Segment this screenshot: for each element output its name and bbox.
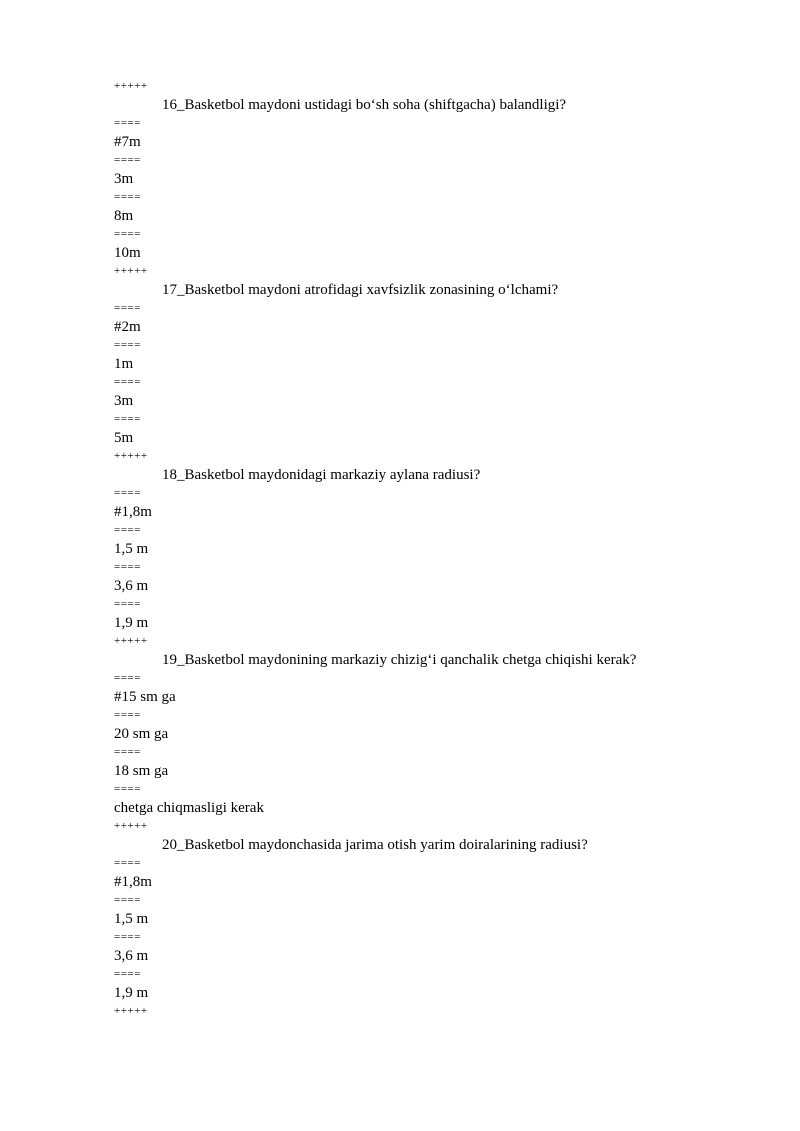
- answer-separator: ====: [114, 709, 141, 721]
- answer-separator: ====: [114, 783, 141, 795]
- answer-option: 18 sm ga: [114, 762, 169, 779]
- answer-separator: ====: [114, 561, 141, 573]
- answer-option: 8m: [114, 207, 134, 224]
- block-start-marker: +++++: [114, 820, 148, 832]
- block-end-marker: +++++: [114, 1005, 148, 1017]
- block-start-marker: +++++: [114, 450, 148, 462]
- answer-separator: ====: [114, 931, 141, 943]
- answer-separator: ====: [114, 672, 141, 684]
- answer-separator: ====: [114, 598, 141, 610]
- block-start-marker: +++++: [114, 265, 148, 277]
- question-text: 20_Basketbol maydonchasida jarima otish yarim doiralarining radiusi?: [162, 836, 588, 853]
- block-start-marker: +++++: [114, 80, 148, 92]
- answer-separator: ====: [114, 894, 141, 906]
- answer-option-correct: #7m: [114, 133, 141, 150]
- question-text: 19_Basketbol maydonining markaziy chizig‘i qanchalik chetga chiqishi kerak?: [162, 651, 637, 668]
- answer-separator: ====: [114, 487, 141, 499]
- answer-separator: ====: [114, 302, 141, 314]
- document-page: [114, 77, 754, 1021]
- answer-option: 3m: [114, 170, 134, 187]
- block-start-marker: +++++: [114, 635, 148, 647]
- answer-option: 1m: [114, 355, 134, 372]
- answer-option: 3m: [114, 392, 134, 409]
- answer-separator: ====: [114, 746, 141, 758]
- answer-option: 1,5 m: [114, 540, 149, 557]
- answer-option: 1,9 m: [114, 984, 149, 1001]
- answer-separator: ====: [114, 524, 141, 536]
- question-text: 18_Basketbol maydonidagi markaziy aylana radiusi?: [162, 466, 481, 483]
- answer-separator: ====: [114, 413, 141, 425]
- answer-option: 1,5 m: [114, 910, 149, 927]
- answer-option-correct: #15 sm ga: [114, 688, 176, 705]
- answer-option: 1,9 m: [114, 614, 149, 631]
- answer-option: 5m: [114, 429, 134, 446]
- answer-option: chetga chiqmasligi kerak: [114, 799, 264, 816]
- answer-option: 3,6 m: [114, 947, 149, 964]
- answer-option: 10m: [114, 244, 141, 261]
- answer-separator: ====: [114, 339, 141, 351]
- answer-option-correct: #2m: [114, 318, 141, 335]
- answer-option-correct: #1,8m: [114, 873, 152, 890]
- answer-separator: ====: [114, 117, 141, 129]
- answer-separator: ====: [114, 376, 141, 388]
- question-text: 16_Basketbol maydoni ustidagi bo‘sh soha (shiftgacha) balandligi?: [162, 96, 567, 113]
- answer-option: 20 sm ga: [114, 725, 169, 742]
- answer-separator: ====: [114, 857, 141, 869]
- answer-separator: ====: [114, 968, 141, 980]
- question-text: 17_Basketbol maydoni atrofidagi xavfsizlik zonasining o‘lchami?: [162, 281, 559, 298]
- answer-separator: ====: [114, 191, 141, 203]
- answer-option-correct: #1,8m: [114, 503, 152, 520]
- answer-option: 3,6 m: [114, 577, 149, 594]
- answer-separator: ====: [114, 228, 141, 240]
- answer-separator: ====: [114, 154, 141, 166]
